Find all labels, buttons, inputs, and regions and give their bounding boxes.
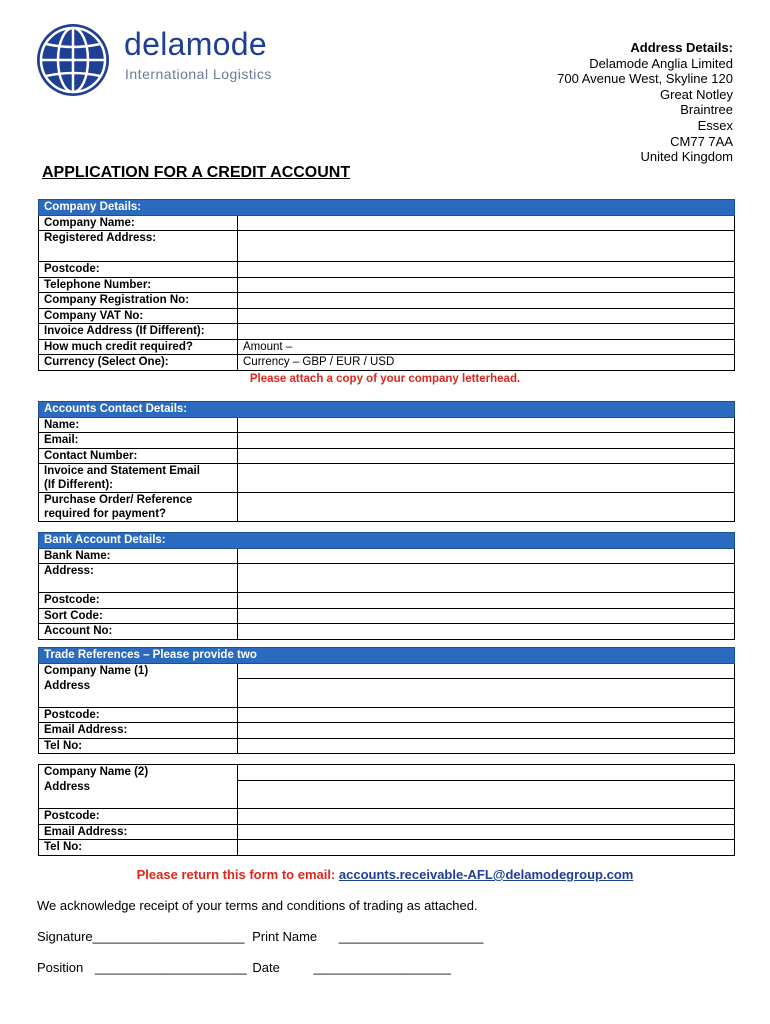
section-header: Bank Account Details:	[39, 533, 735, 549]
currency-label: Currency (Select One):	[39, 355, 238, 371]
ref1-address-label: Address	[39, 679, 238, 708]
address-line: Braintree	[680, 102, 733, 118]
purchase-order-label-line2: required for payment?	[44, 508, 167, 520]
currency-field[interactable]: Currency – GBP / EUR / USD	[238, 355, 735, 371]
return-note-text: Please return this form to email:	[136, 867, 339, 882]
print-name-label: Print Name	[252, 929, 318, 944]
registered-address-field[interactable]	[238, 231, 735, 262]
bank-address-field[interactable]	[238, 564, 735, 593]
registration-no-field[interactable]	[238, 293, 735, 309]
bank-postcode-label: Postcode:	[39, 593, 238, 609]
ref2-company-name-field[interactable]	[238, 765, 735, 781]
sort-code-label: Sort Code:	[39, 608, 238, 624]
address-line: United Kingdom	[640, 149, 733, 165]
address-line: CM77 7AA	[670, 133, 733, 149]
telephone-label: Telephone Number:	[39, 277, 238, 293]
postcode-label: Postcode:	[39, 262, 238, 278]
section-header: Trade References – Please provide two	[39, 648, 735, 664]
invoice-email-label-line1: Invoice and Statement Email	[44, 465, 200, 477]
position-field[interactable]: _____________________	[94, 960, 247, 975]
invoice-email-field[interactable]	[238, 464, 735, 493]
signature-row	[37, 929, 483, 944]
address-details	[557, 40, 733, 165]
address-line: Delamode Anglia Limited	[589, 55, 733, 71]
invoice-address-label: Invoice Address (If Different):	[39, 324, 238, 340]
address-line: Essex	[697, 117, 733, 133]
contact-number-field[interactable]	[238, 448, 735, 464]
address-line: Great Notley	[660, 86, 733, 102]
sort-code-field[interactable]	[238, 608, 735, 624]
contact-name-field[interactable]	[238, 417, 735, 433]
credit-amount-field[interactable]: Amount –	[238, 339, 735, 355]
company-details-table	[38, 199, 735, 371]
postcode-field[interactable]	[238, 262, 735, 278]
invoice-email-label-line2: (If Different):	[44, 479, 113, 491]
ref1-postcode-label: Postcode:	[39, 707, 238, 723]
date-label: Date	[252, 960, 280, 975]
date-field[interactable]: ___________________	[313, 960, 451, 975]
company-name-field[interactable]	[238, 215, 735, 231]
ref1-tel-label: Tel No:	[39, 738, 238, 754]
address-heading: Address Details:	[630, 40, 733, 55]
ref1-company-name-field[interactable]	[238, 663, 735, 679]
purchase-order-field[interactable]	[238, 493, 735, 522]
trade-reference-1-table	[38, 647, 735, 754]
ref2-tel-field[interactable]	[238, 840, 735, 856]
bank-name-field[interactable]	[238, 548, 735, 564]
bank-name-label: Bank Name:	[39, 548, 238, 564]
ref2-address-field[interactable]	[238, 780, 735, 809]
section-header: Company Details:	[39, 200, 735, 216]
contact-email-label: Email:	[39, 433, 238, 449]
accounts-contact-table	[38, 401, 735, 522]
return-email-link[interactable]: accounts.receivable-AFL@delamodegroup.com	[338, 867, 634, 882]
account-no-field[interactable]	[238, 624, 735, 640]
ref2-email-label: Email Address:	[39, 824, 238, 840]
brand-name: delamode	[124, 26, 267, 62]
invoice-email-label	[39, 464, 238, 493]
invoice-address-field[interactable]	[238, 324, 735, 340]
letterhead-note: Please attach a copy of your company letterhead.	[249, 373, 521, 385]
page-title: APPLICATION FOR A CREDIT ACCOUNT	[42, 164, 351, 181]
brand-subtitle: International Logistics	[125, 66, 272, 82]
ref1-tel-field[interactable]	[238, 738, 735, 754]
purchase-order-label-line1: Purchase Order/ Reference	[44, 494, 193, 506]
signature-field[interactable]: Signature_____________________	[37, 929, 245, 944]
ref2-email-field[interactable]	[238, 824, 735, 840]
ref2-company-name-label: Company Name (2)	[39, 765, 238, 781]
ref1-email-field[interactable]	[238, 723, 735, 739]
bank-details-table	[38, 532, 735, 640]
vat-no-label: Company VAT No:	[39, 308, 238, 324]
ref2-postcode-field[interactable]	[238, 809, 735, 825]
ref1-address-field[interactable]	[238, 679, 735, 708]
ref2-postcode-label: Postcode:	[39, 809, 238, 825]
globe-icon	[37, 24, 109, 96]
vat-no-field[interactable]	[238, 308, 735, 324]
telephone-field[interactable]	[238, 277, 735, 293]
purchase-order-label	[39, 493, 238, 522]
ref1-company-name-label: Company Name (1)	[39, 663, 238, 679]
acknowledgement-text: We acknowledge receipt of your terms and conditions of trading as attached.	[37, 898, 478, 913]
print-name-field[interactable]: ____________________	[338, 929, 484, 944]
trade-reference-2-table	[38, 764, 735, 856]
contact-name-label: Name:	[39, 417, 238, 433]
registration-no-label: Company Registration No:	[39, 293, 238, 309]
contact-email-field[interactable]	[238, 433, 735, 449]
position-row	[37, 960, 451, 975]
ref1-email-label: Email Address:	[39, 723, 238, 739]
address-line: 700 Avenue West, Skyline 120	[557, 71, 733, 87]
ref2-tel-label: Tel No:	[39, 840, 238, 856]
position-label: Position	[37, 960, 84, 975]
return-note	[0, 867, 770, 882]
contact-number-label: Contact Number:	[39, 448, 238, 464]
registered-address-label: Registered Address:	[39, 231, 238, 262]
company-name-label: Company Name:	[39, 215, 238, 231]
bank-postcode-field[interactable]	[238, 593, 735, 609]
ref1-postcode-field[interactable]	[238, 707, 735, 723]
ref2-address-label: Address	[39, 780, 238, 809]
bank-address-label: Address:	[39, 564, 238, 593]
account-no-label: Account No:	[39, 624, 238, 640]
credit-required-label: How much credit required?	[39, 339, 238, 355]
section-header: Accounts Contact Details:	[39, 402, 735, 418]
